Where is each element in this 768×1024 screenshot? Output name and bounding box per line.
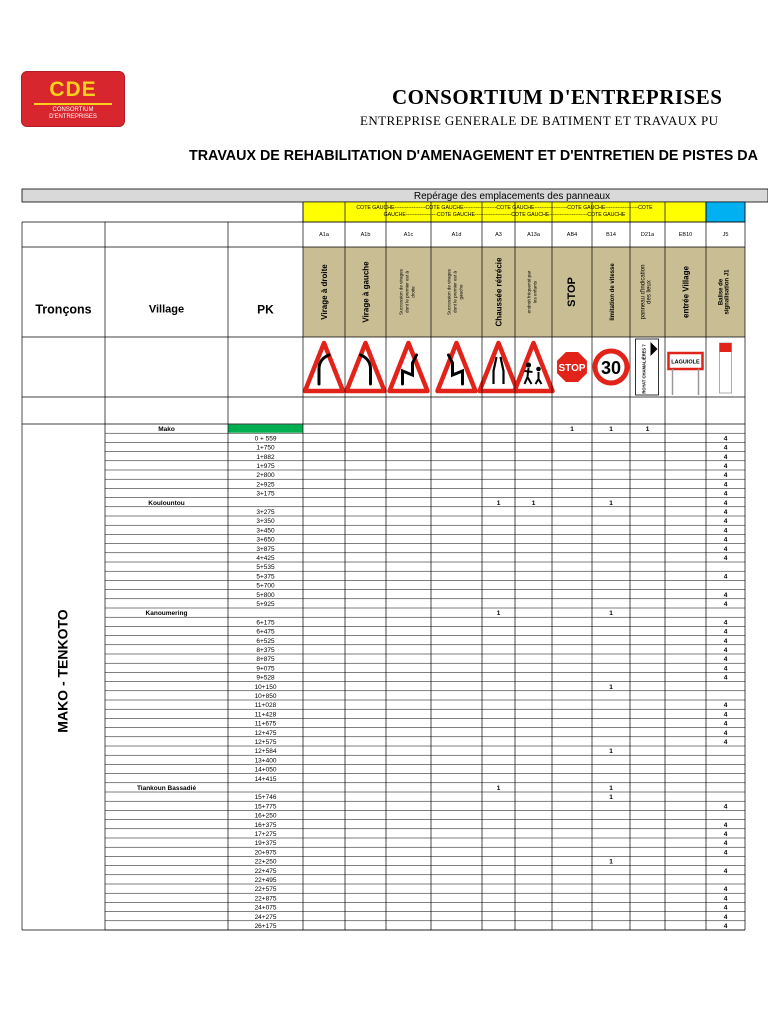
sign-code: AB4 (566, 232, 578, 238)
double-curve-right-icon (390, 343, 428, 391)
pk-value: 8+375 (256, 647, 275, 654)
pk-value: 5+800 (256, 591, 275, 599)
pk-value: 3+175 (256, 490, 275, 498)
sign-label: Virage à droite (320, 264, 329, 320)
warning-triangle (438, 343, 476, 391)
sign-code: B14 (606, 232, 616, 238)
sign-count: 4 (723, 591, 728, 599)
pk-value: 19+375 (254, 840, 277, 848)
pk-value: 1+882 (256, 453, 275, 461)
village-name: Kanoumering (145, 610, 188, 618)
sign-count: 1 (609, 426, 613, 434)
sign-count: 4 (723, 499, 728, 507)
sign-count: 1 (645, 426, 650, 434)
pk-value: 1+750 (256, 444, 275, 452)
section-label: MAKO - TENKOTO (54, 609, 71, 733)
warning-triangle (305, 343, 343, 391)
sign-count: 4 (723, 904, 728, 912)
pk-value: 8+875 (256, 656, 275, 664)
pk-value: 5+375 (256, 573, 275, 581)
pk-value: 6+525 (256, 637, 275, 645)
pk-value: 2+925 (256, 481, 275, 489)
sign-label-group (682, 266, 691, 318)
direction-text-group (642, 344, 647, 394)
sign-count: 1 (609, 785, 613, 792)
sign-count: 4 (723, 536, 728, 544)
logo-line-2: D'ENTREPRISES (49, 114, 97, 120)
sign-code: A1a (319, 232, 329, 238)
sign-code: D21a (640, 232, 655, 238)
works-title: TRAVAUX DE REHABILITATION D'AMENAGEMENT ET D'ENTRETIEN DE PISTES DA (189, 148, 758, 164)
sign-label-group (610, 263, 616, 321)
warning-triangle (515, 343, 553, 391)
sign-count: 1 (496, 610, 501, 618)
banner-title: Repérage des emplacements des panneaux (413, 191, 611, 202)
sign-label: panneau d'indicationdes lieux (640, 264, 653, 320)
sign-count: 4 (723, 702, 728, 710)
sign-label: Succession de viragesdont le premier est àgauche (446, 269, 464, 315)
curve-left-icon (347, 343, 385, 391)
logo-word: CDE (49, 78, 97, 101)
col-troncons-header: Tronçons (35, 302, 92, 317)
logo-line-1: CONSORTIUM (52, 107, 94, 113)
pk-value: 6+175 (256, 619, 275, 627)
sign-count: 4 (723, 463, 728, 470)
sign-count: 4 (723, 895, 728, 903)
sign-count: 4 (723, 472, 728, 480)
pk-value: 15+775 (254, 803, 277, 811)
speed-value: 30 (600, 358, 622, 378)
sign-count: 4 (723, 867, 728, 875)
stop-icon (556, 351, 587, 382)
side-band-line-2: GAUCHE------------------COTE GAUCHE---------------------COTE GAUCHE----------------------COTE GAUCHE (383, 212, 626, 218)
sign-label: Balise designalisation J1 (718, 269, 731, 315)
pk-value: 4+425 (256, 555, 275, 562)
sign-code: A1d (451, 232, 462, 238)
sign-count: 4 (723, 729, 728, 737)
pk-value: 5+700 (256, 582, 275, 590)
sign-count: 4 (723, 711, 728, 719)
direction-text: ROYAT CHAMALIÈRES 7 (641, 344, 647, 394)
pk-value: 3+875 (256, 545, 275, 553)
warning-triangle (390, 343, 428, 391)
pk-value: 15+746 (254, 794, 277, 802)
sign-code: A3 (495, 232, 502, 238)
sign-count: 4 (723, 527, 728, 535)
pk-value: 12+584 (254, 748, 277, 756)
sign-count: 4 (723, 481, 728, 489)
sign-count: 1 (570, 426, 574, 434)
pk-value: 13+400 (254, 757, 277, 765)
pk-value: 6+475 (256, 628, 275, 636)
pk-value: 11+428 (254, 711, 277, 719)
sign-count: 4 (723, 803, 728, 811)
sign-count: 4 (723, 913, 728, 921)
pk-value: 17+275 (254, 831, 277, 838)
sign-code: EB10 (678, 232, 693, 238)
sign-count: 4 (723, 656, 728, 664)
pk-value: 12+475 (254, 729, 277, 737)
pk-value: 16+250 (254, 812, 277, 820)
sign-label-group (320, 264, 329, 320)
pk-value: 3+650 (256, 536, 275, 544)
pk-value: 12+575 (254, 739, 277, 746)
pk-value: 3+350 (256, 518, 275, 526)
stop-text: STOP (558, 363, 586, 374)
double-curve-left-icon (438, 343, 476, 391)
marker-post-reflector (720, 343, 732, 352)
curve-right-icon (305, 343, 343, 391)
pk-value: 9+528 (256, 674, 275, 682)
road-narrows-icon (480, 343, 518, 391)
speed-limit-icon (595, 351, 627, 383)
sign-count: 4 (723, 821, 728, 829)
pk-value: 14+415 (254, 775, 277, 783)
sign-count: 1 (531, 499, 536, 507)
sign-count: 4 (723, 840, 728, 848)
pk-value: 2+800 (256, 472, 275, 480)
sign-count: 4 (723, 665, 728, 673)
pk-value: 22+575 (254, 886, 277, 894)
company-subtitle: ENTREPRISE GENERALE DE BATIMENT ET TRAVAUX PU (360, 113, 719, 128)
sign-count: 1 (609, 683, 613, 691)
sign-label: endroit fréquenté parles enfants (526, 270, 538, 314)
sign-count: 1 (609, 748, 613, 756)
pk-value: 22+250 (254, 858, 277, 866)
sign-label: limitation de vitesse (610, 263, 616, 321)
sign-count: 4 (723, 886, 728, 894)
marker-post-icon (720, 343, 732, 393)
sign-count: 4 (723, 619, 728, 627)
side-band-line-1: COTE GAUCHE------------------COTE GAUCHE-------------------COTE GAUCHE-------------------COTE GAUCHE-------------------COTE (356, 205, 653, 211)
sign-count: 4 (723, 601, 728, 608)
pk-value: 10+150 (254, 683, 277, 691)
pk-value: 1+975 (256, 463, 275, 470)
pk-value: 9+075 (256, 665, 275, 673)
sign-count: 4 (723, 555, 728, 562)
sign-count: 1 (496, 785, 501, 792)
sign-count: 4 (723, 490, 728, 498)
village-name: Mako (158, 426, 175, 434)
sign-count: 4 (723, 545, 728, 553)
pk-value: 3+450 (256, 527, 275, 535)
section-label-group (55, 609, 71, 733)
banner-bar (22, 189, 768, 202)
sign-label: Succession de viragesdont le premier est àdroite (398, 269, 416, 315)
side-band-blue (706, 202, 745, 222)
sign-count: 1 (609, 794, 613, 802)
pk-value: 5+925 (256, 601, 275, 608)
sign-count: 4 (723, 518, 728, 526)
sign-count: 4 (723, 573, 728, 581)
pk-value: 11+675 (254, 720, 277, 728)
warning-triangle (347, 343, 385, 391)
child-head (536, 367, 541, 372)
sign-code: A1c (403, 232, 414, 238)
pk-value: 20+975 (254, 849, 277, 857)
sign-label-group (495, 257, 504, 326)
sign-label-group (566, 277, 578, 307)
sign-count: 4 (723, 831, 728, 838)
sign-count: 4 (723, 453, 728, 461)
warning-triangle (480, 343, 518, 391)
sign-code: A13a (527, 232, 540, 238)
sign-label: Virage à gauche (361, 261, 371, 323)
sign-count: 4 (723, 628, 728, 636)
sign-count: 4 (723, 849, 728, 857)
pk-value: 3+275 (256, 509, 275, 516)
sign-count: 1 (609, 499, 613, 507)
sign-count: 1 (496, 499, 501, 507)
sign-count: 4 (723, 720, 728, 728)
sign-label: Chaussée rétrécie (494, 257, 504, 327)
sign-count: 4 (723, 674, 728, 682)
children-icon (515, 343, 553, 391)
sign-count: 4 (723, 923, 728, 930)
pk-value: 26+175 (254, 923, 277, 930)
pk-value: 0 + 559 (254, 435, 277, 443)
pk-value: 14+050 (254, 766, 277, 774)
pk-value: 24+275 (254, 913, 277, 921)
village-name: Tiankoun Bassadié (136, 785, 197, 792)
col-pk-header: PK (257, 302, 274, 317)
pk-value: 22+875 (254, 895, 277, 903)
pk-value: 10+850 (254, 693, 277, 700)
sign-count: 4 (723, 444, 728, 452)
col-village-header: Village (148, 303, 185, 316)
direction-icon (636, 339, 659, 395)
town-entry-icon (669, 353, 703, 395)
pk-value: 5+535 (256, 564, 275, 572)
sign-count: 4 (723, 739, 728, 746)
sign-count: 4 (723, 435, 728, 443)
sign-label: STOP (566, 277, 578, 307)
pk-green-marker (228, 425, 303, 433)
sign-label: entrée Village (681, 266, 691, 318)
sign-count: 1 (609, 610, 613, 618)
sign-count: 4 (723, 647, 728, 654)
pk-value: 22+475 (254, 867, 277, 875)
sign-code: A1b (360, 232, 371, 238)
child-head (526, 362, 531, 367)
sign-count: 4 (723, 509, 728, 516)
pk-value: 16+375 (254, 821, 277, 829)
sign-code: J5 (722, 232, 729, 238)
town-name: LAGUIOLE (671, 359, 700, 366)
sign-count: 1 (609, 858, 613, 866)
pk-value: 22+495 (254, 877, 277, 884)
company-name: CONSORTIUM D'ENTREPRISES (392, 85, 723, 109)
sign-label-group (362, 261, 371, 323)
pk-value: 24+075 (254, 904, 277, 912)
village-name: Koulountou (148, 499, 185, 507)
pk-value: 11+028 (254, 702, 277, 710)
sign-count: 4 (723, 637, 728, 645)
